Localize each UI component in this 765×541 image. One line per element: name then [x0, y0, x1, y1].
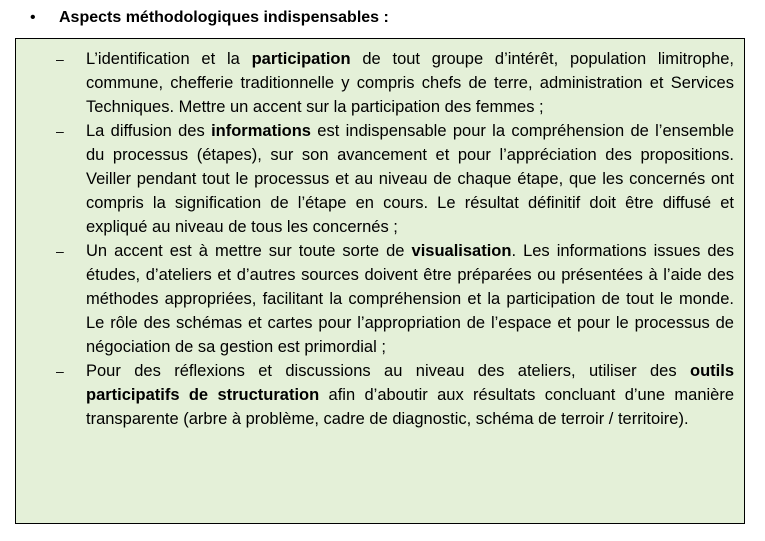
item-text-before: Pour des réflexions et discussions au niveau des ateliers, utiliser des — [86, 362, 690, 380]
list-item — [56, 47, 734, 119]
section-heading — [30, 6, 389, 30]
section-heading-text: Aspects méthodologiques indispensables : — [59, 9, 389, 26]
item-keyword: informations — [211, 122, 311, 140]
content-box — [15, 38, 745, 524]
item-keyword: visualisation — [411, 242, 512, 260]
item-text-before: La diffusion des — [86, 122, 212, 140]
list-item — [56, 359, 734, 431]
list-item — [56, 119, 734, 239]
item-text-after: est indispensable pour la compréhension de l’ensemble du processus (étapes), sur son avancement et pour l’appréciation des propositions. Veiller pendant tout le processus et au niveau de chaque étape, que les concernés ont compris la signification de l’étape en cours. Le résultat définitif doit être diffusé et expliqué au niveau de tous les concernés ; — [86, 122, 735, 236]
item-text-after: afin d’aboutir aux résultats concluant d’une manière transparente (arbre à problème, cadre de diagnostic, schéma de terroir / territoire). — [86, 386, 735, 428]
dash-icon: – — [56, 243, 64, 259]
item-text-after: . Les informations issues des études, d’ateliers et d’autres sources doivent être préparées ou présentées à l’aide des méthodes appropriées, facilitant la compréhension et la participation de tout le monde. Le rôle des schémas et cartes pour l’appropriation de l’espace et pour le processus de négociation de sa gestion est primordial ; — [86, 242, 734, 356]
dash-icon: – — [56, 51, 64, 67]
item-text-before: L’identification et la — [86, 50, 252, 68]
list-item — [56, 239, 734, 359]
item-text-before: Un accent est à mettre sur toute sorte de — [86, 242, 412, 260]
item-keyword: participation — [251, 50, 351, 68]
bullet-icon: • — [30, 9, 36, 26]
item-text-after: de tout groupe d’intérêt, population limitrophe, commune, chefferie traditionnelle y compris chefs de terre, administration et Services Techniques. Mettre un accent sur la participation des femmes ; — [86, 50, 735, 116]
dash-icon: – — [56, 123, 64, 139]
item-keyword: outils participatifs de structuration — [86, 362, 734, 404]
item-list — [56, 47, 734, 431]
dash-icon: – — [56, 363, 64, 379]
